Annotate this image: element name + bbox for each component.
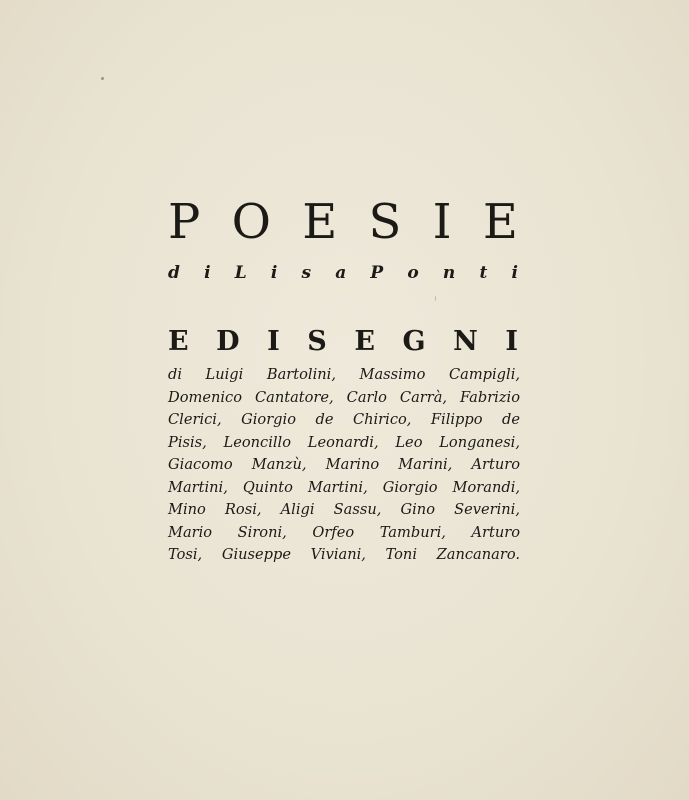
contributors-line: Martini, Quinto Martini, Giorgio Morandi, [168,478,520,496]
heading-letter: s [301,263,312,283]
contributors-line: Tosi, Giuseppe Viviani, Toni Zancanaro. [168,546,520,563]
contributors-line: Domenico Cantatore, Carlo Carrà, Fabrizio [168,388,520,406]
heading-letter: o [407,263,419,283]
heading-letter: L [234,263,247,283]
heading-letter: E [168,326,189,357]
contributors-line: Giacomo Manzù, Marino Marini, Arturo [168,456,520,473]
paper-speck [101,77,104,80]
contributors-line: Mario Sironi, Orfeo Tamburi, Arturo [168,523,520,541]
heading-letter: I [505,326,518,357]
heading-letter: S [368,194,402,250]
heading-letter: I [267,326,280,357]
heading-letter: i [270,263,278,283]
page-title [168,196,518,248]
contributors-list [168,364,520,567]
heading-letter: t [479,263,488,283]
contributors-line: Clerici, Giorgio de Chirico, Filippo de [168,411,520,428]
heading-letter: P [168,194,201,250]
heading-letter: i [204,263,211,283]
heading-letter: G [402,326,426,357]
contributors-line: di Luigi Bartolini, Massimo Campigli, [168,366,520,383]
heading-letter: N [453,326,478,357]
heading-letter: i [511,263,518,283]
heading-letter: S [307,326,327,357]
heading-letter: d [168,263,180,283]
contributors-line: Mino Rosi, Aligi Sassu, Gino Severini, [168,501,520,518]
paper-speck [435,296,436,301]
contributors-line: Pisis, Leoncillo Leonardi, Leo Longanesi, [168,433,520,451]
heading-letter: E [354,326,375,357]
heading-letter: P [370,263,384,283]
heading-letter: a [335,263,347,283]
author-subtitle [168,262,518,284]
heading-letter: I [432,194,452,250]
heading-letter: n [442,263,456,283]
heading-letter: O [231,194,271,250]
heading-letter: E [302,194,338,250]
heading-letter: E [482,194,518,250]
section-heading [168,327,518,357]
heading-letter: D [216,326,240,357]
